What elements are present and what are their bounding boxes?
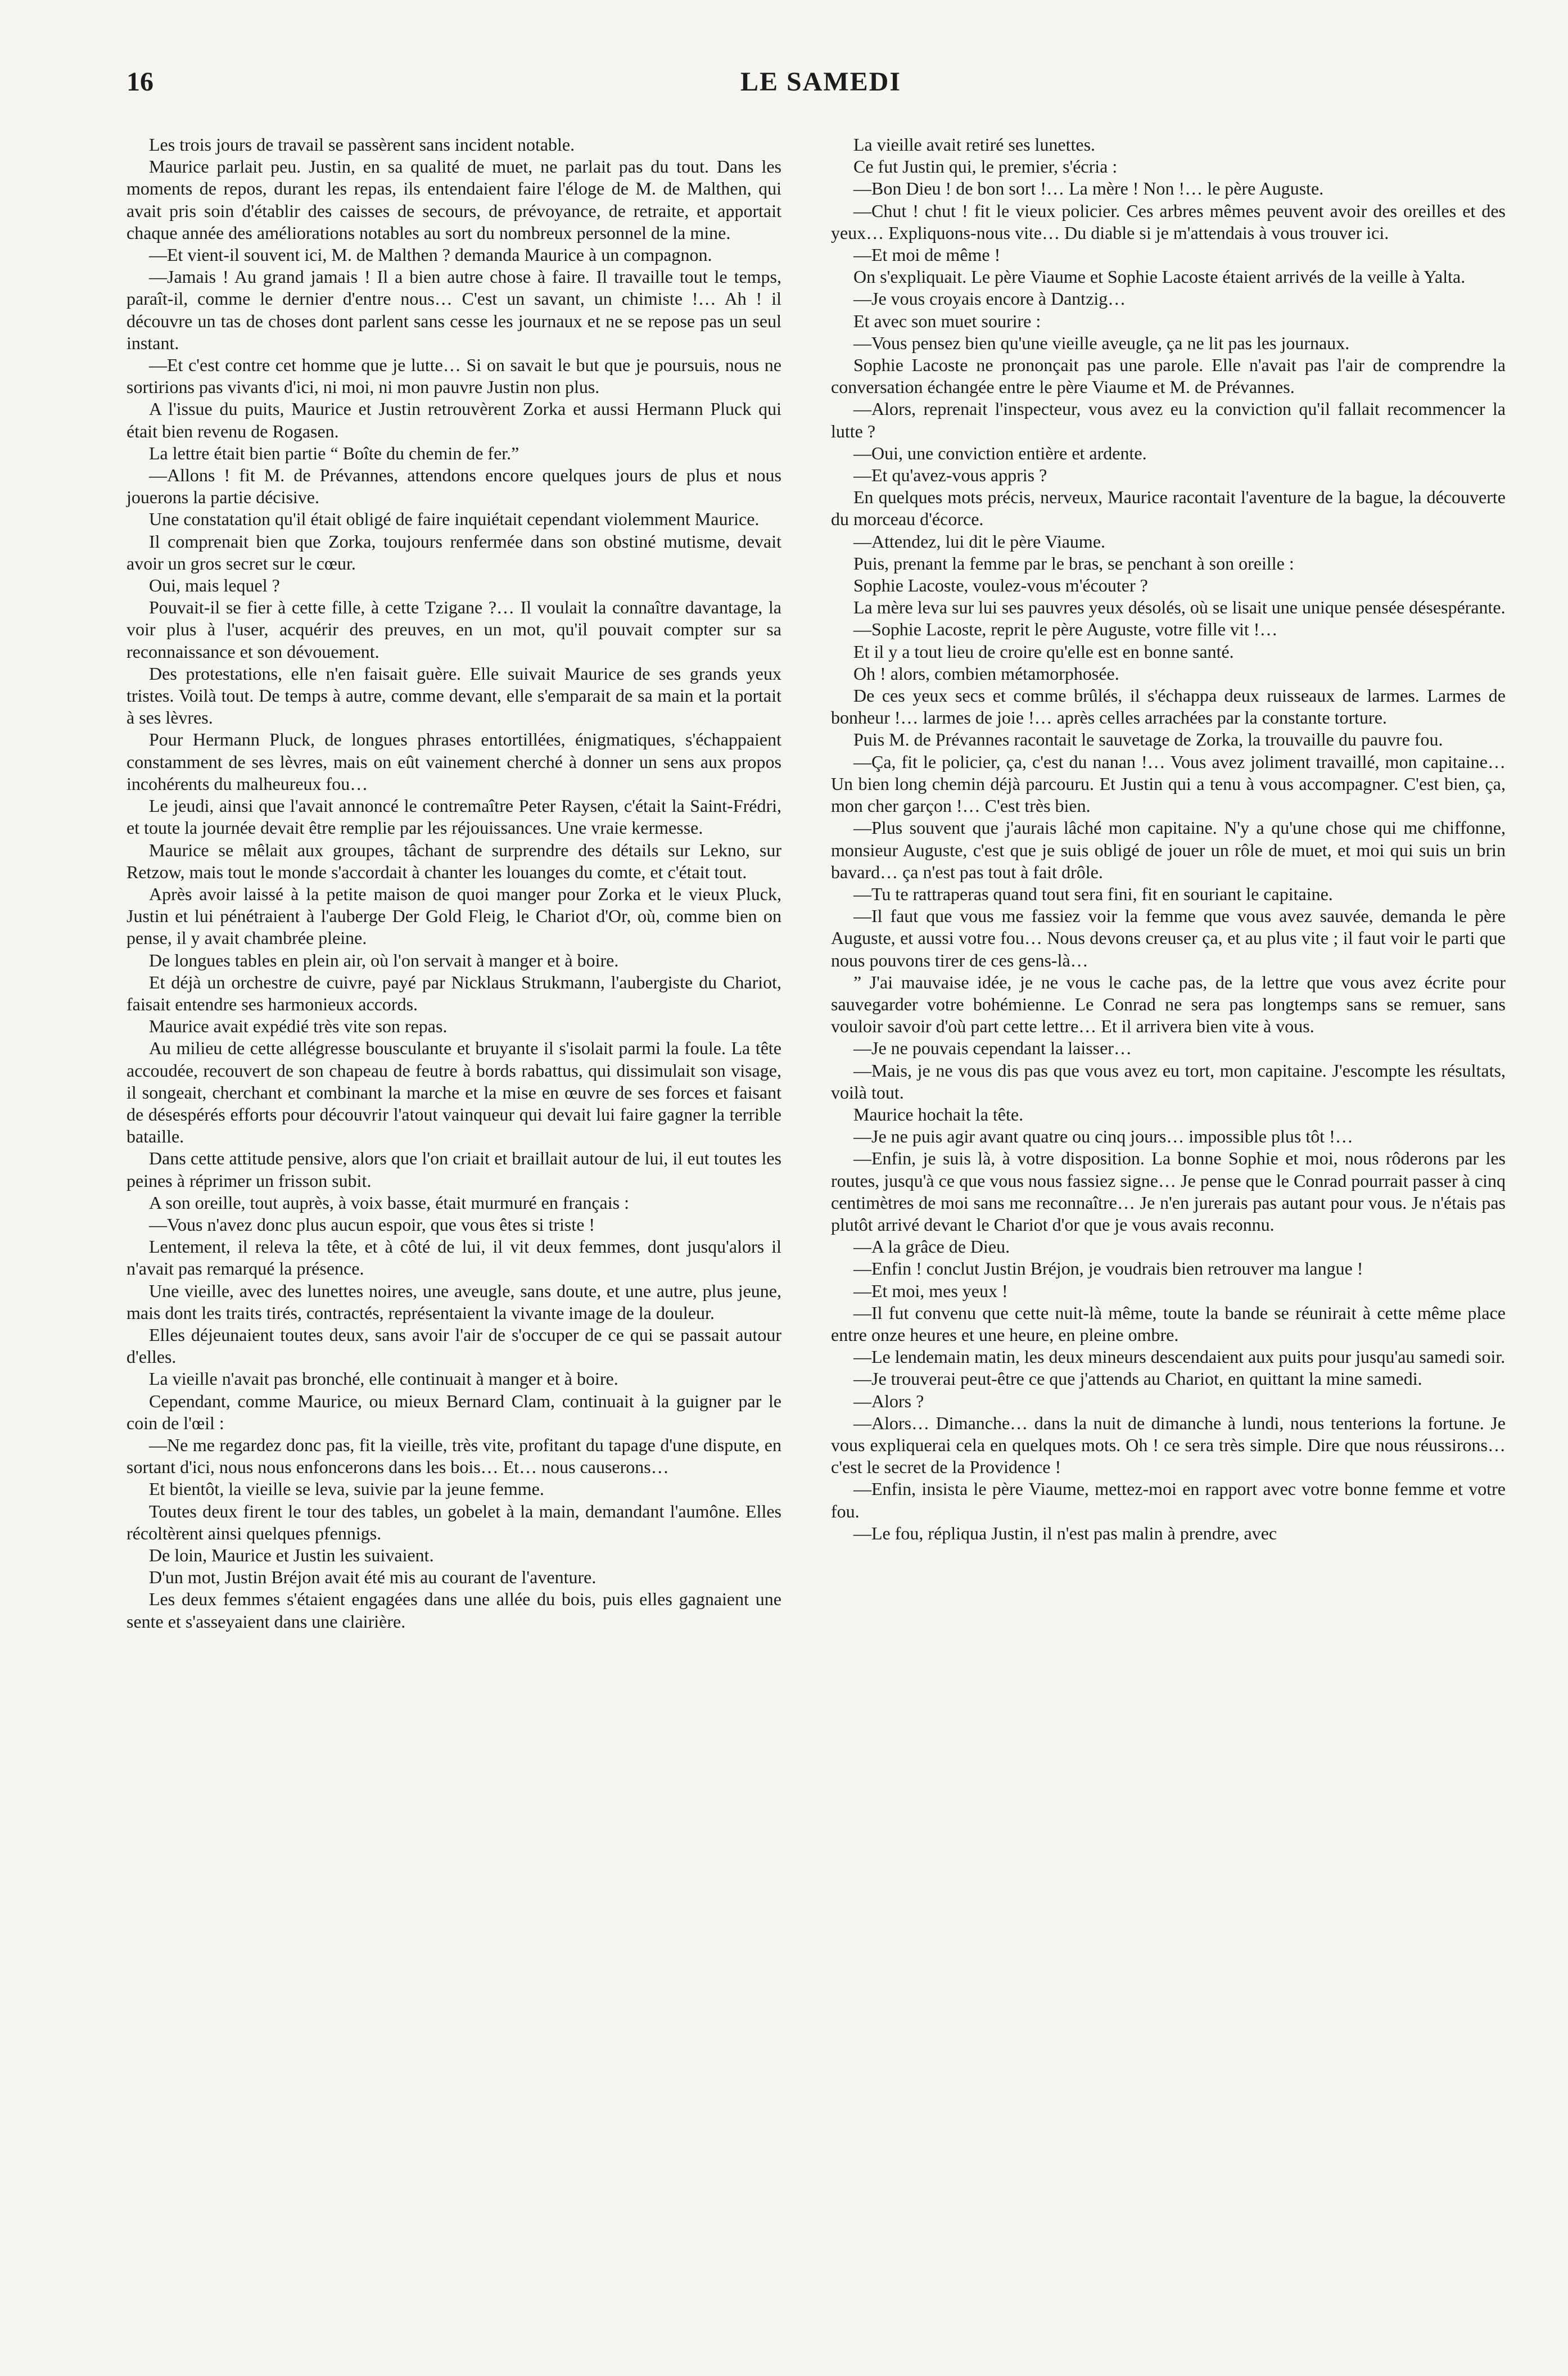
paragraph: Le jeudi, ainsi que l'avait annoncé le contremaître Peter Raysen, c'était la Saint-Frédri, et toute la journée devait être remplie par les réjouissances. Une vraie kermesse. (126, 796, 781, 838)
paragraph: Au milieu de cette allégresse bousculante et bruyante il s'isolait parmi la foule. La tête accoudée, recouvert de son chapeau de feutre à bords rabattus, qui dissimulait son visage, il songeait, cherchant et combinant la marche et la mise en œuvre de ses forces et faisant de désespérés efforts pour découvrir l'atout vainqueur qui devait lui faire gagner la terrible bataille. (126, 1038, 781, 1147)
paragraph: Et avec son muet sourire : (853, 310, 1041, 331)
paragraph: —Je ne puis agir avant quatre ou cinq jours… impossible plus tôt !… (853, 1126, 1353, 1147)
paragraph: Des protestations, elle n'en faisait guère. Elle suivait Maurice de ses grands yeux tristes. Voilà tout. De temps à autre, comme devant, elle s'emparait de sa main et la portait à ses lèvres. (126, 663, 781, 728)
paragraph: —Mais, je ne vous dis pas que vous avez eu tort, mon capitaine. J'escompte les résultats, voilà tout. (831, 1060, 1506, 1103)
paragraph: —Enfin, je suis là, à votre disposition. La bonne Sophie et moi, nous rôderons par les routes, jusqu'à ce que vous nous fassiez signe… Je pense que le Conrad pourrait passer à cinq centimètres de moi sans me reconnaître… Je n'en jurerais pas autant pour vous. Je n'étais pas plutôt arrivé devant le Chariot d'or que je vous avais reconnu. (831, 1148, 1506, 1235)
paragraph: —Enfin, insista le père Viaume, mettez-moi en rapport avec votre bonne femme et votre fou. (831, 1479, 1506, 1521)
paragraph: —Il faut que vous me fassiez voir la femme que vous avez sauvée, demanda le père Auguste, et aussi votre fou… Nous devons creuser ça, et au plus vite ; il faut voir le parti que nous pouvons tirer de ces gens-là… (831, 906, 1506, 970)
paragraph: —Alors ? (853, 1390, 924, 1411)
paragraph: La vieille n'avait pas bronché, elle continuait à manger et à boire. (149, 1368, 618, 1389)
paragraph: —Alors, reprenait l'inspecteur, vous avez eu la conviction qu'il fallait recommencer la lutte ? (831, 399, 1506, 441)
paragraph: Maurice avait expédié très vite son repas. (149, 1016, 448, 1037)
paragraph: —Je vous croyais encore à Dantzig… (853, 288, 1126, 309)
paragraph: Sophie Lacoste, voulez-vous m'écouter ? (853, 575, 1148, 596)
paragraph: Sophie Lacoste ne prononçait pas une parole. Elle n'avait pas l'air de comprendre la conversation échangée entre le père Viaume et M. de Prévannes. (831, 355, 1506, 397)
paragraph: De ces yeux secs et comme brûlés, il s'échappa deux ruisseaux de larmes. Larmes de bonheur !… larmes de joie !… après celles arrachées par la constante torture. (831, 685, 1506, 728)
paragraph: Puis, prenant la femme par le bras, se penchant à son oreille : (853, 553, 1294, 573)
paragraph: —A la grâce de Dieu. (853, 1236, 1010, 1257)
paragraph: Oh ! alors, combien métamorphosée. (853, 663, 1119, 684)
paragraph: Elles déjeunaient toutes deux, sans avoir l'air de s'occuper de ce qui se passait autour d'elles. (126, 1324, 781, 1367)
paragraph: La lettre était bien partie “ Boîte du chemin de fer.” (149, 442, 519, 463)
left-text-column (126, 134, 781, 1633)
paragraph: —Jamais ! Au grand jamais ! Il a bien autre chose à faire. Il travaille tout le temps, paraît-il, comme le dernier d'entre nous… C'est un savant, un chimiste !… Ah ! il découvre un tas de choses dont parlent sans cesse les journaux et ne se repose pas un seul instant. (126, 266, 781, 353)
paragraph: —Et moi de même ! (853, 245, 1001, 265)
paragraph: Pouvait-il se fier à cette fille, à cette Tzigane ?… Il voulait la connaître davantage, la voir plus à l'user, acquérir des preuves, en un mot, qu'il pouvait compter sur sa reconnaissance et son dévouement. (126, 597, 781, 662)
paragraph: Pour Hermann Pluck, de longues phrases entortillées, énigmatiques, s'échappaient constamment de ses lèvres, mais on eût vainement cherché à donner un sens aux propos incohérents du malheureux fou… (126, 729, 781, 794)
paragraph: A son oreille, tout auprès, à voix basse, était murmuré en français : (149, 1192, 629, 1213)
paragraph: —Et c'est contre cet homme que je lutte… Si on savait le but que je poursuis, nous ne sortirions pas vivants d'ici, ni moi, ni mon pauvre Justin non plus. (126, 355, 781, 397)
paragraph: —Et vient-il souvent ici, M. de Malthen ? demanda Maurice à un compagnon. (149, 245, 712, 265)
journal-title: LE SAMEDI (740, 67, 902, 97)
paragraph: Et il y a tout lieu de croire qu'elle est en bonne santé. (853, 641, 1234, 662)
paragraph: —Le fou, répliqua Justin, il n'est pas malin à prendre, avec (853, 1523, 1277, 1543)
paragraph: Et déjà un orchestre de cuivre, payé par Nicklaus Strukmann, l'aubergiste du Chariot, faisait entendre ses harmonieux accords. (126, 972, 781, 1014)
paragraph: —Plus souvent que j'aurais lâché mon capitaine. N'y a qu'une chose qui me chiffonne, monsieur Auguste, c'est que je suis obligé de jouer un rôle de muet, et moi qui suis un brin bavard… ça n'est pas tout à fait drôle. (831, 817, 1506, 882)
paragraph: Maurice parlait peu. Justin, en sa qualité de muet, ne parlait pas du tout. Dans les moments de repos, durant les repas, ils entendaient faire l'éloge de M. de Malthen, qui avait pris soin d'établir des caisses de secours, de prévoyance, de retraite, et apportait chaque année des améliorations notables au sort du nombreux personnel de la mine. (126, 156, 781, 243)
paragraph: Et bientôt, la vieille se leva, suivie par la jeune femme. (149, 1479, 544, 1499)
paragraph: —Oui, une conviction entière et ardente. (853, 442, 1147, 463)
paragraph: Les trois jours de travail se passèrent sans incident notable. (149, 134, 575, 155)
paragraph: —Vous n'avez donc plus aucun espoir, que vous êtes si triste ! (149, 1214, 595, 1235)
paragraph: Une vieille, avec des lunettes noires, une aveugle, sans doute, et une autre, plus jeune, mais dont les traits tirés, contractés, représentaient la vivante image de la douleur. (126, 1280, 781, 1323)
paragraph: —Il fut convenu que cette nuit-là même, toute la bande se réunirait à cette même place entre onze heures et une heure, en pleine ombre. (831, 1302, 1506, 1345)
paragraph: —Attendez, lui dit le père Viaume. (853, 531, 1106, 552)
paragraph: —Chut ! chut ! fit le vieux policier. Ces arbres mêmes peuvent avoir des oreilles et des yeux… Expliquons-nous vite… Du diable si je m'attendais à vous trouver ici. (831, 200, 1506, 243)
paragraph: —Et moi, mes yeux ! (853, 1280, 1008, 1301)
paragraph: Après avoir laissé à la petite maison de quoi manger pour Zorka et le vieux Pluck, Justin et lui pénétraient à l'auberge Der Gold Fleig, le Chariot d'Or, où, comme bien on pense, il y avait chambrée pleine. (126, 883, 781, 948)
paragraph: D'un mot, Justin Bréjon avait été mis au courant de l'aventure. (149, 1567, 597, 1588)
paragraph: Toutes deux firent le tour des tables, un gobelet à la main, demandant l'aumône. Elles récoltèrent ainsi quelques pfennigs. (126, 1501, 781, 1543)
paragraph: Oui, mais lequel ? (149, 575, 280, 596)
page-number: 16 (126, 67, 153, 97)
paragraph: —Sophie Lacoste, reprit le père Auguste, votre fille vit !… (853, 619, 1278, 640)
paragraph: A l'issue du puits, Maurice et Justin retrouvèrent Zorka et aussi Hermann Pluck qui était bien revenu de Rogasen. (126, 399, 781, 441)
paragraph: Cependant, comme Maurice, ou mieux Bernard Clam, continuait à la guigner par le coin de l'œil : (126, 1390, 781, 1433)
paragraph: Maurice hochait la tête. (853, 1104, 1024, 1124)
paragraph: De longues tables en plein air, où l'on servait à manger et à boire. (149, 950, 619, 970)
paragraph: —Tu te rattraperas quand tout sera fini, fit en souriant le capitaine. (853, 883, 1333, 904)
paragraph: De loin, Maurice et Justin les suivaient. (149, 1545, 434, 1565)
paragraph: Les deux femmes s'étaient engagées dans une allée du bois, puis elles gagnaient une sente et s'asseyaient dans une clairière. (126, 1589, 781, 1632)
paragraph: —Bon Dieu ! de bon sort !… La mère ! Non !… le père Auguste. (853, 178, 1324, 199)
paragraph: —Et qu'avez-vous appris ? (853, 465, 1047, 486)
paragraph: —Je ne pouvais cependant la laisser… (853, 1038, 1132, 1059)
paragraph: —Ne me regardez donc pas, fit la vieille, très vite, profitant du tapage d'une dispute, en sortant d'ici, nous nous enfoncerons dans les bois… Et… nous causerons… (126, 1434, 781, 1478)
paragraph: —Ça, fit le policier, ça, c'est du nanan !… Vous avez joliment travaillé, mon capitaine… Un bien long chemin déjà parcouru. Et Justin qui a tenu à vous accompagner. C'est bien, ça, mon cher garçon !… C'est très bien. (831, 751, 1506, 816)
paragraph: —Le lendemain matin, les deux mineurs descendaient aux puits pour jusqu'au samedi soir. (853, 1347, 1506, 1367)
paragraph: —Alors… Dimanche… dans la nuit de dimanche à lundi, nous tenterions la fortune. Je vous expliquerai cela en quelques mots. Oh ! ce sera très simple. Dire que nous réussirons… c'est le secret de la Providence ! (831, 1412, 1506, 1478)
paragraph: ” J'ai mauvaise idée, je ne vous le cache pas, de la lettre que vous avez écrite pour sauvegarder votre bohémienne. Le Conrad ne sera pas longtemps sans se remuer, sans vouloir savoir d'où part cette lettre… Et il arrivera bien vite à vous. (831, 972, 1506, 1037)
paragraph: Lentement, il releva la tête, et à côté de lui, il vit deux femmes, dont jusqu'alors il n'avait pas remarqué la présence. (126, 1236, 781, 1279)
paragraph: Il comprenait bien que Zorka, toujours renfermée dans son obstiné mutisme, devait avoir un gros secret sur le cœur. (126, 531, 781, 573)
paragraph: On s'expliquait. Le père Viaume et Sophie Lacoste étaient arrivés de la veille à Yalta. (853, 266, 1466, 287)
paragraph: —Enfin ! conclut Justin Bréjon, je voudrais bien retrouver ma langue ! (853, 1258, 1363, 1279)
paragraph: —Allons ! fit M. de Prévannes, attendons encore quelques jours de plus et nous jouerons la partie décisive. (126, 465, 781, 508)
paragraph: Ce fut Justin qui, le premier, s'écria : (853, 156, 1118, 177)
paragraph: —Vous pensez bien qu'une vieille aveugle, ça ne lit pas les journaux. (853, 332, 1350, 353)
paragraph: La mère leva sur lui ses pauvres yeux désolés, où se lisait une unique pensée désespérante. (853, 597, 1506, 618)
paragraph: Dans cette attitude pensive, alors que l'on criait et braillait autour de lui, il eut toutes les peines à réprimer un frisson subit. (126, 1148, 781, 1191)
paragraph: Une constatation qu'il était obligé de faire inquiétait cependant violemment Maurice. (149, 509, 760, 530)
paragraph: Maurice se mêlait aux groupes, tâchant de surprendre des détails sur Lekno, sur Retzow, mais tout le monde s'accordait à chanter les louanges du comte, et c'était tout. (126, 839, 781, 882)
paragraph: —Je trouverai peut-être ce que j'attends au Chariot, en quittant la mine samedi. (853, 1368, 1422, 1389)
paragraph: La vieille avait retiré ses lunettes. (853, 134, 1096, 155)
paragraph: Puis M. de Prévannes racontait le sauvetage de Zorka, la trouvaille du pauvre fou. (853, 729, 1443, 750)
right-text-column (831, 134, 1506, 1544)
page-header (126, 66, 1515, 117)
paragraph: En quelques mots précis, nerveux, Maurice racontait l'aventure de la bague, la découverte du morceau d'écorce. (831, 487, 1506, 530)
